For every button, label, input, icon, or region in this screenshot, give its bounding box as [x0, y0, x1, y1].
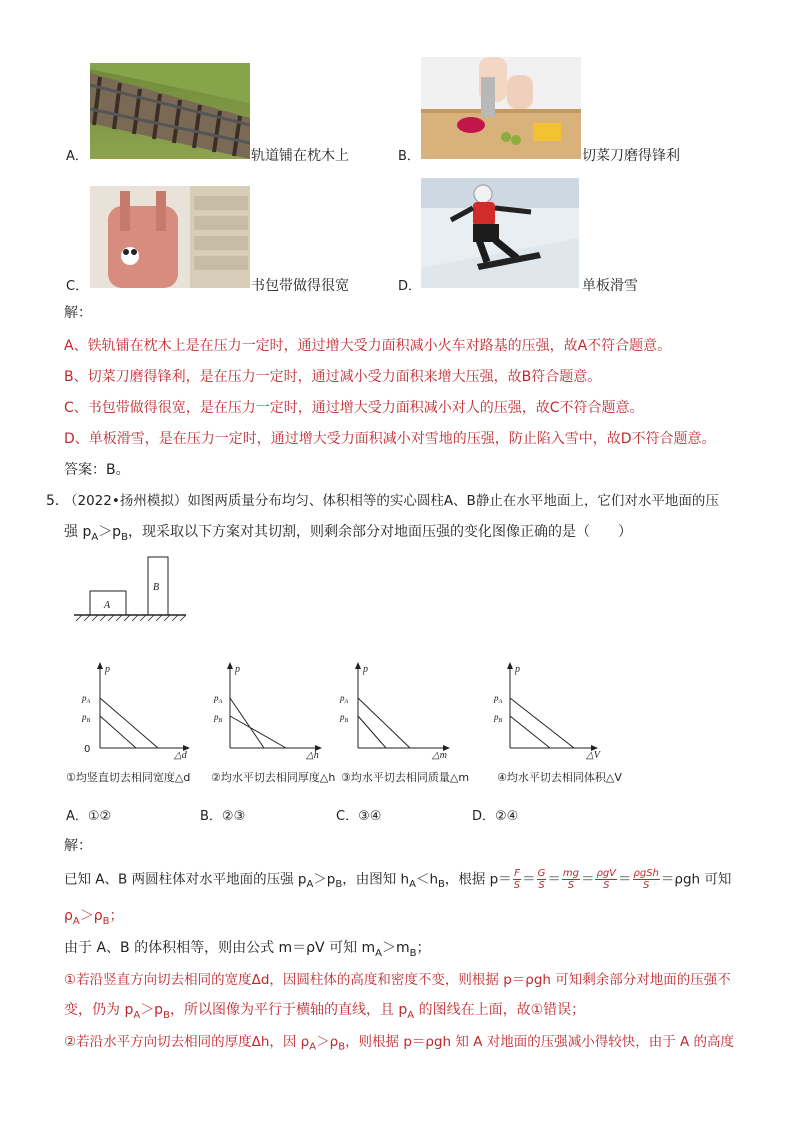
solution-2-line-6: ②若沿水平方向切去相同的厚度Δh，因 $\rho_A>\rho_B$，则根据 p＝ρgh 知 A 对地面的压强减小得较快，由于 A 的高度: [64, 1034, 735, 1053]
solution-line-c: C、书包带做得很宽，是在压力一定时，通过增大受力面积减小对人的压强，故C不符合题意。: [64, 400, 644, 416]
graph-4-line-a: [510, 698, 574, 748]
choice-d[interactable]: D．②④: [472, 809, 519, 824]
graph-1-origin: 0: [84, 744, 91, 755]
solution-2-line-1-pre: 已知 A、B 两圆柱体对水平地面的压强 p: [64, 871, 307, 888]
solution-2-line-3-text: 由于 A、B 的体积相等，则由公式 m＝ρV 可知 m: [64, 940, 376, 956]
graph-2-caption: ②均水平切去相同厚度△h: [211, 771, 336, 784]
graph-1-line-a: [100, 698, 158, 748]
choice-a[interactable]: A．①②: [66, 809, 112, 824]
graph-4-caption: ④均水平切去相同体积△V: [497, 771, 622, 784]
graph-2-x-label: △h: [306, 750, 319, 760]
option-d-text: 单板滑雪: [582, 278, 638, 294]
option-a-letter: A．: [66, 149, 88, 164]
snowboarding-photo: [421, 178, 579, 288]
solution-line-a: A、铁轨铺在枕木上是在压力一定时，通过增大受力面积减小火车对路基的压强，故A不符合题意。: [64, 338, 672, 354]
graph-2: [208, 660, 326, 760]
cylinders-diagram: [72, 553, 190, 629]
graph-3-pb: $p_B$: [340, 712, 349, 724]
railway-track-photo: [90, 63, 250, 159]
graph-4: [488, 660, 606, 760]
solution-2-line-6-end: ，则根据 p＝ρgh 知 A 对地面的压强减小得较快，由于 A 的高度: [345, 1034, 735, 1050]
question-line-2: 强 $p_A>p_B$，现采取以下方案对其切割，则剩余部分对地面压强的变化图像正确的是（ ）: [64, 524, 632, 543]
backpack-photo: [90, 186, 250, 288]
solution-2-line-1-eq: ，根据 p＝: [444, 871, 512, 888]
solution-2-line-3: 由于 A、B 的体积相等，则由公式 m＝ρV 可知 $m_A>m_B$；: [64, 940, 431, 959]
solution-2-line-1-mid: ，由图知 h: [342, 871, 410, 888]
solution-line-d: D、单板滑雪，是在压力一定时，通过增大受力面积减小对雪地的压强，防止陷入雪中，故D不符合题意。: [64, 431, 716, 447]
question-line-2-post: ，现采取以下方案对其切割，则剩余部分对地面压强的变化图像正确的是（ ）: [127, 524, 632, 540]
solution-2-line-4: ①若沿竖直方向切去相同的宽度Δd，因圆柱体的高度和密度不变，则根据 p＝ρgh 可知剩余部分对地面的压强不: [64, 972, 731, 988]
graph-2-line-b: [230, 716, 286, 748]
graph-3-y-label: p: [363, 664, 368, 675]
option-b-text: 切菜刀磨得锋利: [582, 148, 680, 164]
solution-line-b: B、切菜刀磨得锋利，是在压力一定时，通过减小受力面积来增大压强，故B符合题意。: [64, 369, 602, 385]
question-number: 5．: [46, 493, 69, 509]
answer-text: 答案：B。: [64, 462, 130, 478]
solution-2-line-5-tail: 的图线在上面，故①错误；: [414, 1002, 586, 1018]
solution-2-line-1: 已知 A、B 两圆柱体对水平地面的压强 $p_A>p_B$，由图知 $h_A<h_B$，根据 p＝ $\frac{F}{S}$ ＝ $\frac{G}{S}$ ＝ $\frac{mg}{S}$ ＝ $\frac{\text{ρgV}}{S}$ ＝ $\frac{\text{ρgSh}}{S}$ ＝ρgh 可知: [64, 868, 732, 891]
solution-2-line-2: $\rho_A>\rho_B$；: [64, 908, 124, 927]
graph-2-y-label: p: [235, 664, 240, 675]
graph-4-pa: $p_A$: [494, 693, 503, 705]
solution-2-label: 解：: [64, 838, 92, 854]
kitchen-knife-photo: [421, 57, 581, 159]
graph-4-pb: $p_B$: [494, 712, 503, 724]
graph-4-line-b: [510, 716, 550, 748]
question-line-2-pre: 强 p: [64, 524, 92, 540]
graph-3-pa: $p_A$: [340, 693, 349, 705]
solution-2-line-5-pre: 变，仍为 p: [64, 1002, 134, 1018]
choice-b[interactable]: B．②③: [200, 809, 246, 824]
option-c-text: 书包带做得很宽: [251, 278, 349, 294]
graph-3-line-a: [358, 698, 410, 748]
graph-4-y-label: p: [515, 664, 520, 675]
graph-3: [336, 660, 454, 760]
graph-1-x-label: △d: [174, 750, 187, 760]
graph-1-line-b: [100, 716, 136, 748]
graph-1-caption: ①均竖直切去相同宽度△d: [66, 771, 191, 784]
graph-2-line-a: [230, 698, 264, 748]
option-d-letter: D．: [398, 279, 422, 294]
solution-label: 解：: [64, 305, 92, 321]
option-c-letter: C．: [66, 279, 89, 294]
graph-4-x-label: △V: [586, 750, 600, 760]
solution-2-line-1-end: ＝ρgh 可知: [660, 871, 732, 888]
solution-2-line-5-mid: ，所以图像为平行于横轴的直线，且 p: [169, 1002, 408, 1018]
cylinder-b-label: B: [153, 582, 160, 593]
graph-1-pb: $p_B$: [82, 712, 91, 724]
option-b-letter: B．: [398, 149, 420, 164]
solution-2-line-5: 变，仍为 $p_A>p_B$，所以图像为平行于横轴的直线，且 $p_A$ 的图线在上面，故①错误；: [64, 1002, 586, 1021]
graph-2-pb: $p_B$: [214, 712, 223, 724]
graph-3-x-label: △m: [432, 750, 447, 760]
cylinder-a-label: A: [104, 600, 111, 611]
question-line-1: （2022•扬州模拟）如图两质量分布均匀、体积相等的实心圆柱A、B静止在水平地面上，它们对水平地面的压: [64, 493, 719, 509]
choice-c[interactable]: C．③④: [336, 809, 382, 824]
graph-2-pa: $p_A$: [214, 693, 223, 705]
solution-2-line-6-pre: ②若沿水平方向切去相同的厚度Δh，因 ρ: [64, 1034, 310, 1050]
graph-1-pa: $p_A$: [82, 693, 91, 705]
graph-1: [78, 660, 193, 760]
option-a-text: 轨道铺在枕木上: [251, 148, 349, 164]
graph-1-y-label: p: [105, 664, 110, 675]
graph-3-caption: ③均水平切去相同质量△m: [341, 771, 470, 784]
